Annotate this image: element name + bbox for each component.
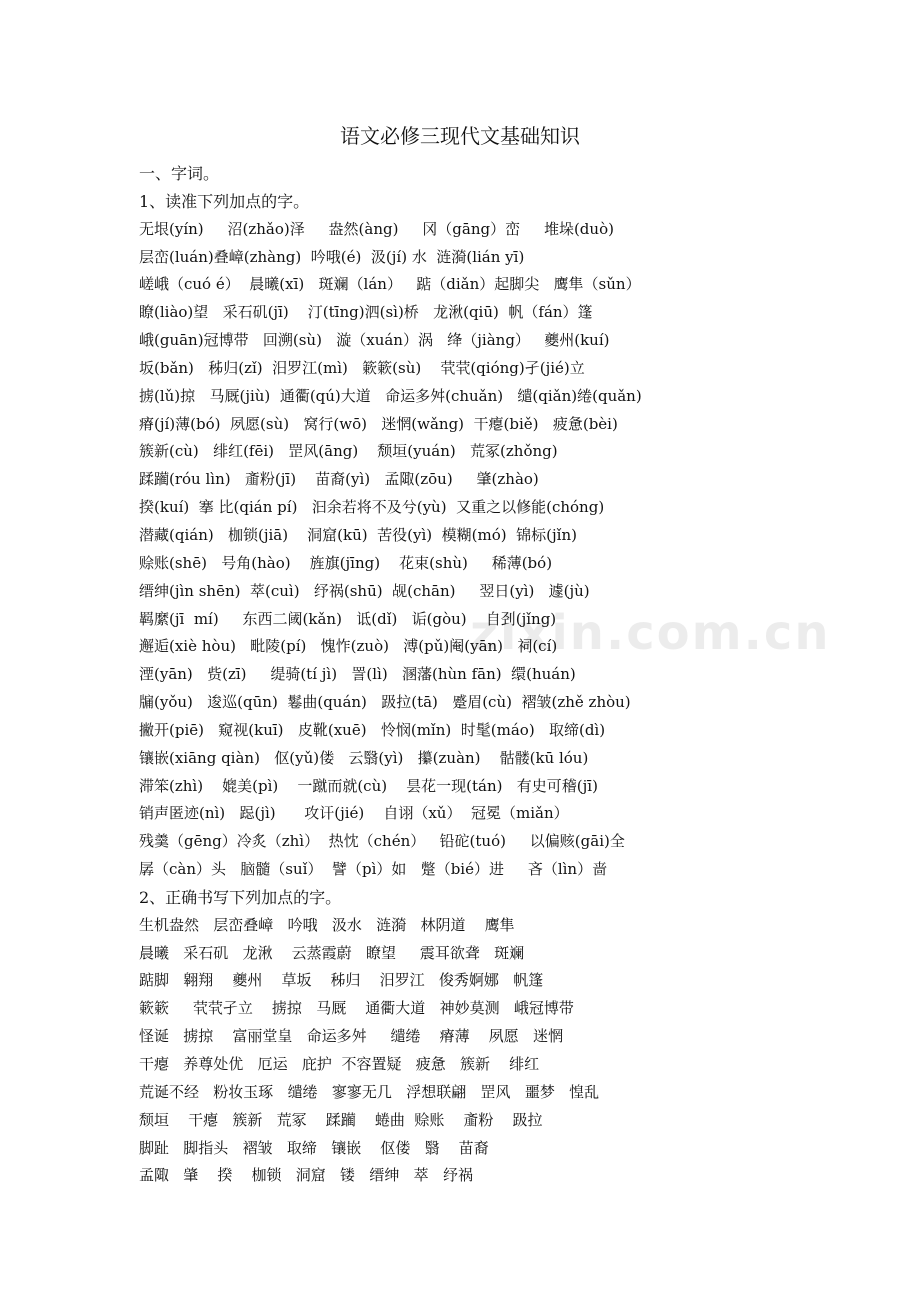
vocab-line: 层峦(luán)叠嶂(zhàng) 吟哦(é) 汲(jí) 水 涟漪(lián yī) [139,247,525,266]
vocab-line: 揆(kuí) 搴 比(qián pí) 汩余若将不及兮(yù) 又重之以修能(chóng) [139,498,605,517]
vocab-line: 荒诞不经 粉妆玉琢 缱绻 寥寥无几 浮想联翩 罡风 噩梦 惶乱 [139,1082,600,1101]
document-body [139,160,899,1190]
vocab-line: 无垠(yín) 沼(zhǎo)泽 盎然(àng) 冈（gāng）峦 堆垛(duò) [139,219,614,238]
vocab-line: 晨曦 采石矶 龙湫 云蒸霞蔚 瞭望 震耳欲聋 斑斓 [139,943,525,962]
vocab-line: 生机盎然 层峦叠嶂 吟哦 汲水 涟漪 林阴道 鹰隼 [139,915,515,934]
vocab-line: 牖(yǒu) 逡巡(qūn) 鬈曲(quán) 趿拉(tā) 蹙眉(cù) 褶皱(zhě zhòu) [139,693,631,712]
section-heading: 1、读准下列加点的字。 [139,191,310,211]
document-title: 语文必修三现代文基础知识 [340,124,580,148]
vocab-line: 残羹（gēng）冷炙（zhì） 热忱（chén） 铅砣(tuó) 以偏赅(gāi)全 [139,832,625,851]
vocab-line: 颓垣 干瘪 簇新 荒冢 蹂躏 蜷曲 赊账 齑粉 趿拉 [139,1110,543,1129]
vocab-line: 簌簌 茕茕孑立 掳掠 马厩 通衢大道 神妙莫测 峨冠博带 [139,999,574,1018]
vocab-line: 赊账(shē) 号角(hào) 旌旗(jīng) 花束(shù) 稀薄(bó) [139,553,553,572]
vocab-line: 峨(guān)冠博带 回溯(sù) 漩（xuán）涡 绛（jiàng） 夔州(kuí) [139,331,610,350]
vocab-line: 瘠(jí)薄(bó) 夙愿(sù) 窝行(wō) 迷惘(wǎng) 干瘪(biě) 疲惫(bèi) [139,414,618,433]
vocab-line: 瞭(liào)望 采石矶(jī) 汀(tīng)泗(sì)桥 龙湫(qiū) 帆（fán）篷 [139,303,593,322]
vocab-line: 滞笨(zhì) 媲美(pì) 一蹴而就(cù) 昙花一现(tán) 有史可稽(jī) [139,776,598,795]
vocab-line: 干瘪 养尊处优 厄运 庇护 不容置疑 疲惫 簇新 绯红 [139,1055,540,1073]
vocab-line: 怪诞 掳掠 富丽堂皇 命运多舛 缱绻 瘠薄 夙愿 迷惘 [139,1027,563,1046]
vocab-line: 湮(yān) 赀(zī) 缇骑(tí jì) 詈(lì) 溷藩(hùn fān) 缳(huán) [139,665,576,684]
vocab-line: 镶嵌(xiāng qiàn) 伛(yǔ)偻 云翳(yì) 攥(zuàn) 骷髅(kū lóu) [139,748,589,767]
vocab-line: 簇新(cù) 绯红(fēi) 罡风(āng) 颓垣(yuán) 荒冢(zhǒng) [139,442,558,461]
section-heading: 一、字词。 [139,164,220,183]
vocab-line: 蹂躏(róu lìn) 齑粉(jī) 苗裔(yì) 孟陬(zōu) 肇(zhào) [139,470,539,489]
vocab-line: 孱（càn）头 脑髓（suǐ） 譬（pì）如 蹩（bié）进 吝（lìn）啬 [139,860,608,879]
vocab-line: 坂(bǎn) 秭归(zǐ) 汨罗江(mì) 簌簌(sù) 茕茕(qióng)孑(jié)立 [139,358,585,377]
vocab-line: 邂逅(xiè hòu) 毗陵(pí) 愧怍(zuò) 溥(pǔ)阉(yān) 祠(cí) [139,637,558,656]
vocab-line: 嵯峨（cuó é） 晨曦(xī) 斑斓（lán） 踮（diǎn）起脚尖 鹰隼（sǔn） [139,275,641,294]
vocab-line: 撇开(piē) 窥视(kuī) 皮靴(xuē) 怜悯(mǐn) 时髦(máo) 取缔(dì) [139,720,606,739]
vocab-line: 销声匿迹(nì) 跽(jì) 攻讦(jié) 自诩（xǔ） 冠冕（miǎn） [139,804,569,823]
vocab-line: 潜藏(qián) 枷锁(jiā) 洞窟(kū) 苦役(yì) 模糊(mó) 锦标(jǐn) [139,525,577,544]
vocab-line: 缙绅(jìn shēn) 萃(cuì) 纾祸(shū) 觇(chān) 翌日(yì) 遽(jù) [139,581,590,600]
vocab-line: 孟陬 肇 揆 枷锁 洞窟 镂 缙绅 萃 纾祸 [139,1166,473,1185]
watermark: zixin.com.cn [470,605,831,661]
vocab-line: 掳(lǔ)掠 马厩(jiù) 通衢(qú)大道 命运多舛(chuǎn) 缱(qiǎn)绻(quǎn) [139,386,642,405]
vocab-line: 踮脚 翱翔 夔州 草坂 秭归 汨罗江 俊秀婀娜 帆篷 [139,971,544,990]
vocab-line: 脚趾 脚指头 褶皱 取缔 镶嵌 伛偻 翳 苗裔 [139,1138,489,1157]
section-heading: 2、正确书写下列加点的字。 [139,887,342,907]
vocab-line: 羁縻(jī mí) 东西二阈(kǎn) 诋(dǐ) 诟(gòu) 自刭(jǐng) [139,609,557,628]
